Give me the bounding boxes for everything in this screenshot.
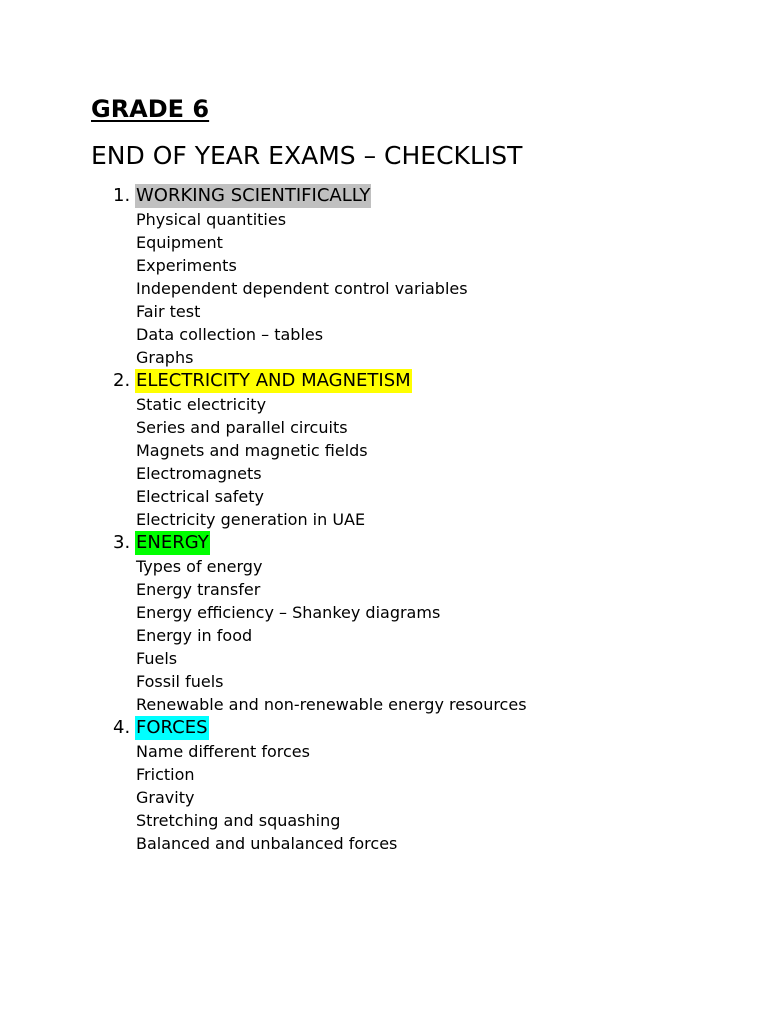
list-item: Graphs: [136, 348, 194, 367]
checklist-sections: [0, 184, 768, 855]
list-item: Magnets and magnetic fields: [136, 441, 368, 460]
list-item: Independent dependent control variables: [136, 279, 468, 298]
section-forces: [0, 716, 768, 855]
list-item: Renewable and non-renewable energy resources: [136, 695, 527, 714]
list-item: Fair test: [136, 302, 201, 321]
list-item: Fuels: [136, 649, 178, 668]
list-item: Fossil fuels: [136, 672, 224, 691]
section-item-list: [0, 555, 768, 716]
section-heading: [0, 531, 768, 555]
section-number: 4.: [113, 717, 131, 738]
list-item: Static electricity: [136, 395, 267, 414]
list-item: Energy efficiency – Shankey diagrams: [136, 603, 441, 622]
section-energy: [0, 531, 768, 716]
section-item-list: [0, 740, 768, 855]
list-item: Series and parallel circuits: [136, 418, 348, 437]
list-item: Balanced and unbalanced forces: [136, 834, 398, 853]
list-item: Stretching and squashing: [136, 811, 341, 830]
list-item: Name different forces: [136, 742, 310, 761]
grade-title: GRADE 6: [91, 95, 210, 123]
list-item: Types of energy: [136, 557, 263, 576]
section-title: FORCES: [136, 717, 208, 738]
section-number: 3.: [113, 532, 131, 553]
list-item: Energy in food: [136, 626, 253, 645]
section-title: ENERGY: [136, 532, 209, 553]
list-item: Electrical safety: [136, 487, 264, 506]
section-number: 1.: [113, 185, 131, 206]
section-title: WORKING SCIENTIFICALLY: [136, 185, 371, 206]
checklist-title: END OF YEAR EXAMS – CHECKLIST: [91, 141, 523, 170]
section-heading: [0, 369, 768, 393]
section-working-scientifically: [0, 184, 768, 369]
list-item: Energy transfer: [136, 580, 261, 599]
list-item: Equipment: [136, 233, 223, 252]
list-item: Physical quantities: [136, 210, 287, 229]
section-number: 2.: [113, 370, 131, 391]
section-title: ELECTRICITY AND MAGNETISM: [136, 370, 411, 391]
list-item: Electromagnets: [136, 464, 262, 483]
section-item-list: [0, 208, 768, 369]
section-electricity-and-magnetism: [0, 369, 768, 531]
section-item-list: [0, 393, 768, 531]
list-item: Experiments: [136, 256, 237, 275]
list-item: Electricity generation in UAE: [136, 510, 366, 529]
list-item: Friction: [136, 765, 195, 784]
section-heading: [0, 716, 768, 740]
list-item: Gravity: [136, 788, 195, 807]
section-heading: [0, 184, 768, 208]
list-item: Data collection – tables: [136, 325, 324, 344]
